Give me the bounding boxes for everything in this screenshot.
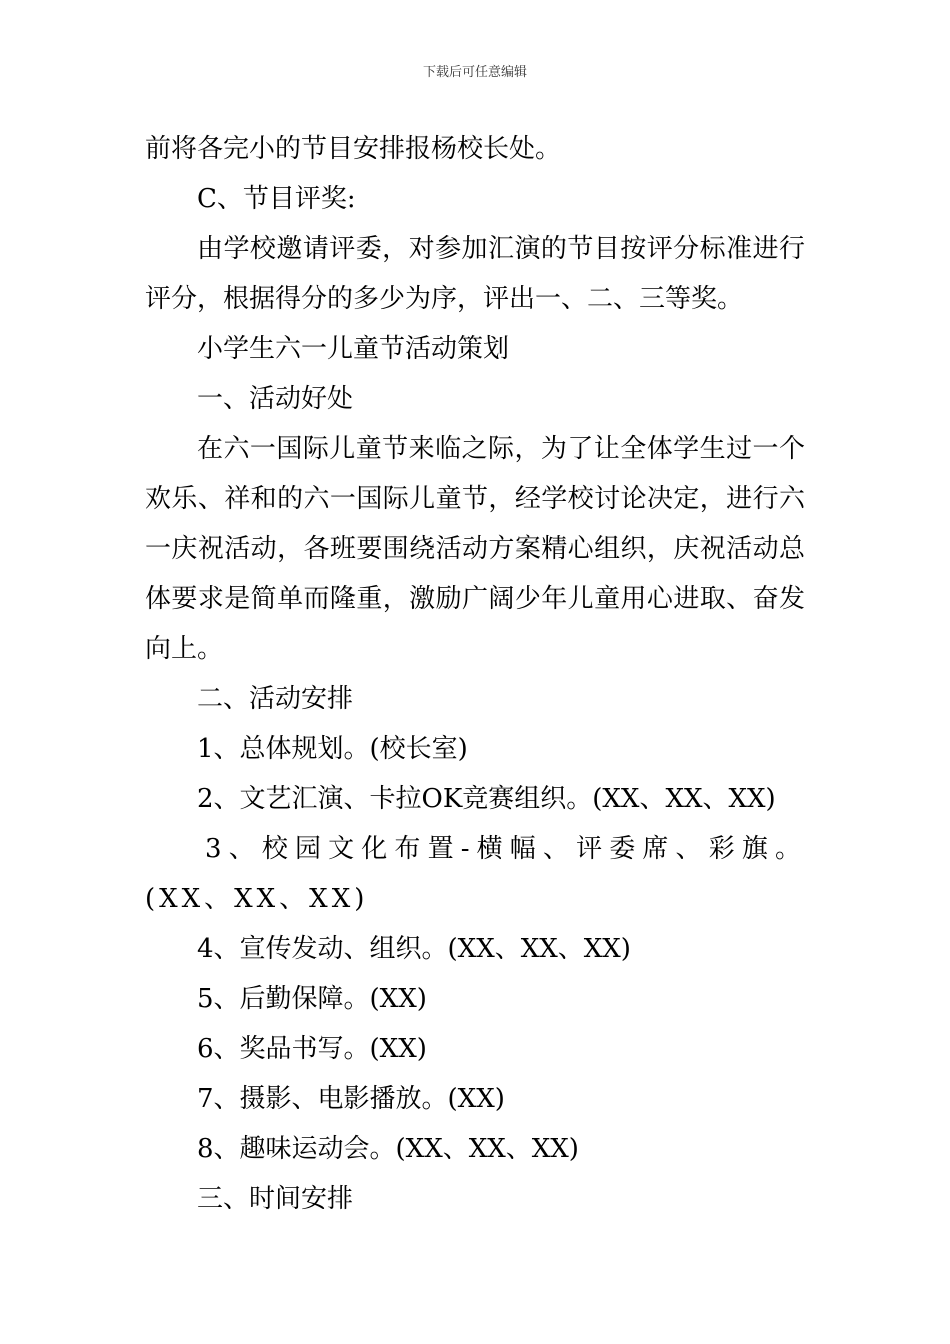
list-item: 1、总体规划。(校长室) [197, 734, 468, 764]
paragraph: 由学校邀请评委，对参加汇演的节目按评分标准进行评分，根据得分的多少为序，评出一、二、三等奖。 [145, 234, 805, 314]
list-item: 4、宣传发动、组织。(XX、XX、XX) [197, 934, 631, 964]
section-heading: 一、活动好处 [197, 384, 354, 414]
list-item: 6、奖品书写。(XX) [197, 1034, 427, 1064]
list-item: 2、文艺汇演、卡拉OK竞赛组织。(XX、XX、XX) [197, 784, 776, 814]
paragraph: C、节目评奖: [197, 184, 356, 214]
paragraph: 前将各完小的节目安排报杨校长处。 [145, 134, 562, 164]
section-heading: 三、时间安排 [197, 1184, 354, 1214]
document-body [145, 124, 805, 1224]
list-item: 7、摄影、电影播放。(XX) [197, 1084, 505, 1114]
list-item: 3、校园文化布置-横幅、评委席、彩旗。(XX、XX、XX) [145, 834, 805, 914]
paragraph: 在六一国际儿童节来临之际，为了让全体学生过一个欢乐、祥和的六一国际儿童节，经学校讨论决定，进行六一庆祝活动，各班要围绕活动方案精心组织，庆祝活动总体要求是简单而隆重，激励广阔少年儿童用心进取、奋发向上。 [145, 434, 805, 664]
section-title: 小学生六一儿童节活动策划 [197, 334, 510, 364]
page-header-note: 下载后可任意编辑 [422, 65, 527, 80]
section-heading: 二、活动安排 [197, 684, 354, 714]
list-item: 8、趣味运动会。(XX、XX、XX) [197, 1134, 579, 1164]
list-item: 5、后勤保障。(XX) [197, 984, 427, 1014]
